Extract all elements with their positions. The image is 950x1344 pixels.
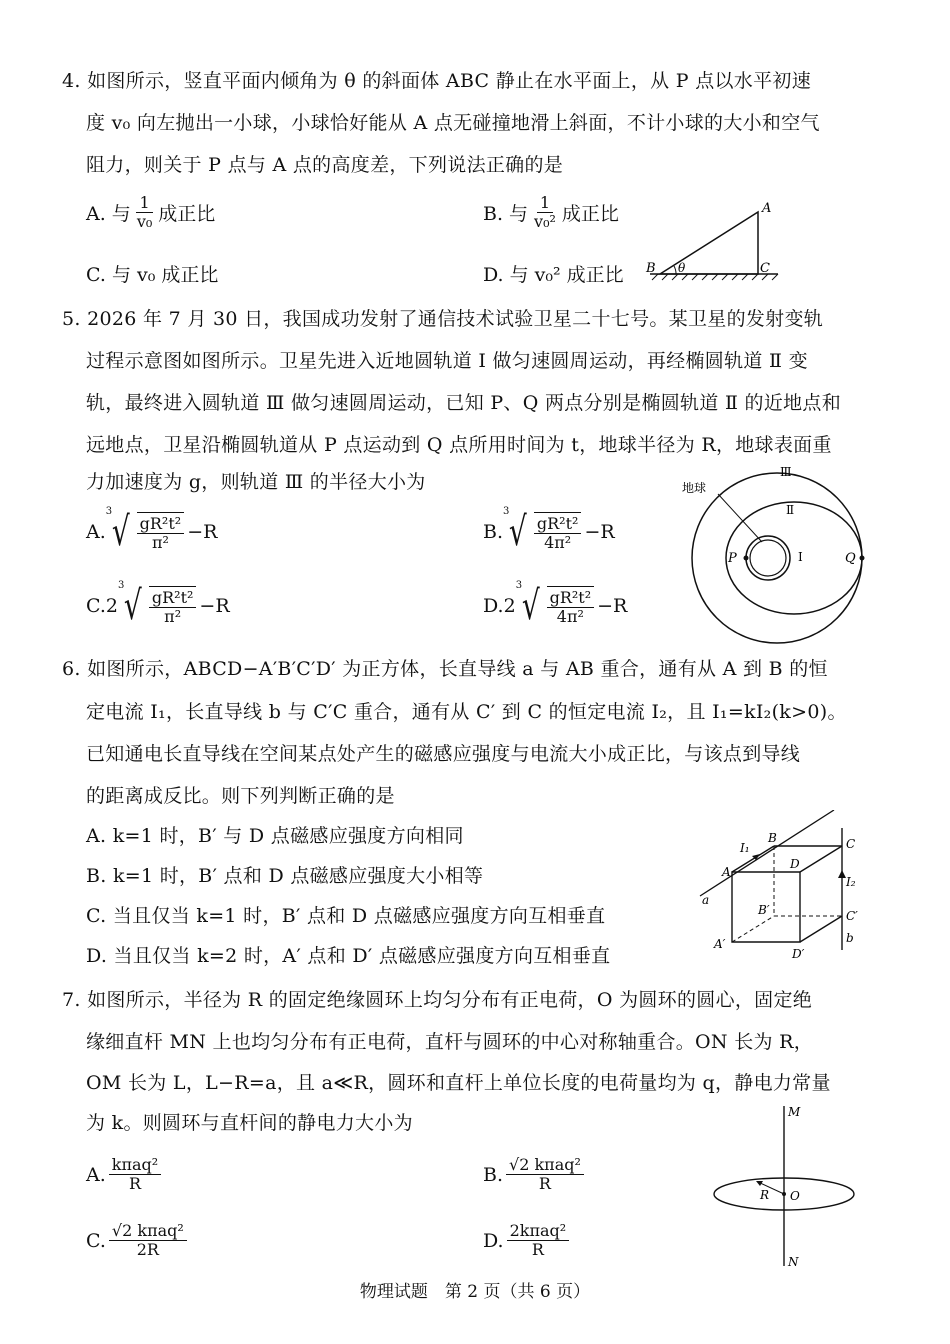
- q6-option-d: D. 当且仅当 k=2 时，A′ 点和 D′ 点磁感应强度方向互相垂直: [86, 945, 611, 967]
- q5-option-b-num: gR²t²: [534, 515, 582, 534]
- q5-option-b: [483, 506, 615, 556]
- q4-label-b: B: [646, 261, 656, 276]
- q5-option-c-root: [118, 580, 199, 630]
- q5-option-b-fraction: [534, 512, 582, 553]
- q7-option-c-den: 2R: [136, 1240, 159, 1260]
- q5-label-q: Q: [845, 551, 856, 566]
- q5-option-c: [86, 580, 230, 630]
- q5-option-b-root-index: 3: [503, 506, 510, 517]
- q4-option-a-num: 1: [136, 194, 152, 213]
- q6-cube-figure: [692, 810, 872, 970]
- q6-edge-a1b1-hidden: [732, 916, 774, 942]
- q4-incline-figure: [630, 198, 790, 288]
- q4-option-b-prefix: B. 与: [483, 203, 529, 226]
- q5-option-a-den: π²: [151, 533, 169, 553]
- q7-label-o: O: [790, 1189, 800, 1203]
- q6-line-3: 已知通电长直导线在空间某点处产生的磁感应强度与电流大小成正比，与该点到导线: [86, 743, 801, 765]
- q6-label-wire-a: a: [702, 893, 710, 907]
- q5-option-b-label: B.: [483, 521, 504, 544]
- q7-label-r: R: [760, 1188, 770, 1202]
- q5-option-d-coef: 2: [503, 595, 516, 618]
- q5-orbit-figure: [670, 458, 870, 658]
- q6-label-c: C: [846, 837, 856, 851]
- q5-option-c-fraction: [149, 586, 197, 627]
- q6-edge-ab: [732, 846, 774, 872]
- q5-option-c-label: C.: [86, 595, 106, 618]
- q4-option-d: D. 与 v₀² 成正比: [483, 264, 624, 286]
- q5-option-c-coef: 2: [105, 595, 118, 618]
- q5-point-p: [744, 556, 749, 561]
- q4-option-c: C. 与 v₀ 成正比: [86, 264, 219, 286]
- q5-earth: [750, 540, 786, 576]
- q7-option-b: [483, 1156, 587, 1194]
- q6-edge-d1c1: [800, 916, 842, 942]
- q7-option-d-num: 2kπaq²: [507, 1222, 570, 1241]
- q5-line-5: 力加速度为 g，则轨道 Ⅲ 的半径大小为: [86, 471, 426, 493]
- q6-label-b1: B′: [758, 903, 770, 917]
- q4-option-a-fraction: [134, 194, 155, 232]
- q4-line-1: 4. 如图所示，竖直平面内倾角为 θ 的斜面体 ABC 静止在水平面上，从 P 点以水平初速: [62, 70, 812, 92]
- q6-option-a: A. k=1 时，B′ 与 D 点磁感应强度方向相同: [86, 825, 464, 847]
- q4-option-b-den: v₀²: [534, 212, 556, 232]
- q7-option-c: [86, 1222, 190, 1260]
- q7-option-d: [483, 1222, 572, 1260]
- q5-option-d-root: [515, 580, 597, 630]
- q6-label-d1: D′: [792, 947, 805, 961]
- q4-option-b-num: 1: [537, 194, 553, 213]
- q5-option-b-root: [503, 506, 584, 556]
- q5-option-b-root-sign: √: [509, 509, 528, 556]
- q4-option-b-suffix: 成正比: [561, 203, 619, 226]
- q5-option-c-root-index: 3: [118, 580, 125, 591]
- q7-option-a-label: A.: [86, 1163, 106, 1186]
- q5-option-b-den: 4π²: [544, 533, 572, 553]
- q7-option-a-den: R: [128, 1174, 141, 1194]
- q5-option-d-tail: −R: [597, 595, 628, 618]
- q5-option-a: [86, 506, 218, 556]
- q5-label-earth: 地球: [682, 481, 707, 495]
- q5-orbit-3: [692, 473, 862, 643]
- q5-point-q: [860, 556, 865, 561]
- q6-line-4: 的距离成反比。则下列判断正确的是: [86, 785, 395, 807]
- q7-line-1: 7. 如图所示，半径为 R 的固定绝缘圆环上均匀分布有正电荷，O 为圆环的圆心，固定绝: [62, 989, 813, 1011]
- q6-label-wire-b: b: [846, 931, 854, 945]
- q5-line-3: 轨，最终进入圆轨道 Ⅲ 做匀速圆周运动，已知 P、Q 两点分别是椭圆轨道 Ⅱ 的近地点和: [86, 392, 842, 414]
- q6-option-b: B. k=1 时，B′ 点和 D 点磁感应强度大小相等: [86, 865, 484, 887]
- q5-orbit-1: [746, 536, 790, 580]
- q4-option-a-den: v₀: [136, 212, 153, 232]
- q5-option-c-root-sign: √: [124, 583, 143, 630]
- q5-option-a-root-index: 3: [105, 506, 113, 517]
- q5-line-2: 过程示意图如图所示。卫星先进入近地圆轨道 Ⅰ 做匀速圆周运动，再经椭圆轨道 Ⅱ 变: [86, 350, 808, 372]
- q7-label-m: M: [788, 1105, 801, 1119]
- q4-triangle-abc: [660, 212, 758, 274]
- q5-option-d-label: D.: [483, 595, 504, 618]
- q4-label-c: C: [760, 261, 770, 276]
- q5-label-orbit-1: Ⅰ: [798, 550, 803, 564]
- page-footer: 物理试题 第 2 页（共 6 页）: [359, 1282, 591, 1302]
- q5-option-a-root: [105, 506, 187, 556]
- q5-option-d-num: gR²t²: [547, 589, 595, 608]
- q7-label-n: N: [788, 1255, 799, 1269]
- q7-line-3: OM 长为 L，L−R=a，且 a≪R，圆环和直杆上单位长度的电荷量均为 q，静电力常量: [86, 1072, 831, 1094]
- q6-label-c1: C′: [846, 909, 858, 923]
- q5-earth-pointer: [718, 494, 762, 542]
- q4-angle-arc: [674, 266, 676, 274]
- q5-option-a-label: A.: [86, 521, 106, 544]
- q5-option-c-tail: −R: [199, 595, 230, 618]
- q7-option-c-num: √2 kπaq²: [109, 1222, 187, 1241]
- q5-label-orbit-2: Ⅱ: [786, 503, 795, 517]
- q7-option-d-label: D.: [483, 1229, 504, 1252]
- q7-option-c-fraction: [109, 1222, 187, 1260]
- q5-option-d: [483, 580, 628, 630]
- q6-label-d: D: [790, 857, 800, 871]
- q7-option-a-fraction: [109, 1156, 161, 1194]
- q6-option-c: C. 当且仅当 k=1 时，B′ 点和 D 点磁感应强度方向互相垂直: [86, 905, 606, 927]
- q6-current-arrow-i2: [838, 870, 846, 878]
- q7-option-a-num: kπaq²: [109, 1156, 161, 1175]
- q7-ring-figure: [708, 1100, 868, 1272]
- q5-option-d-root-sign: √: [521, 583, 540, 630]
- q6-label-i2: I₂: [846, 875, 856, 889]
- q7-option-a: [86, 1156, 164, 1194]
- q5-option-d-root-index: 3: [515, 580, 523, 591]
- q5-option-a-num: gR²t²: [137, 515, 185, 534]
- q4-option-a-suffix: 成正比: [158, 203, 216, 226]
- q6-wire-a: [700, 810, 834, 896]
- q7-line-2: 缘细直杆 MN 上也均匀分布有正电荷，直杆与圆环的中心对称轴重合。ON 长为 R，: [86, 1031, 814, 1053]
- q6-line-1: 6. 如图所示，ABCD−A′B′C′D′ 为正方体，长直导线 a 与 AB 重合，通有从 A 到 B 的恒: [62, 658, 828, 680]
- q7-line-4: 为 k。则圆环与直杆间的静电力大小为: [86, 1112, 413, 1134]
- q6-edge-dc: [800, 846, 842, 872]
- q6-label-a: A: [722, 865, 731, 879]
- q5-line-4: 远地点，卫星沿椭圆轨道从 P 点运动到 Q 点所用时间为 t，地球半径为 R，地球表面重: [86, 434, 832, 456]
- q5-option-a-tail: −R: [187, 521, 218, 544]
- q7-option-b-num: √2 kπaq²: [506, 1156, 584, 1175]
- q5-option-d-den: 4π²: [556, 607, 584, 627]
- q4-option-b: [483, 194, 619, 232]
- q5-option-c-den: π²: [164, 607, 182, 627]
- q6-label-a1: A′: [714, 937, 726, 951]
- q6-label-i1: I₁: [740, 841, 750, 855]
- q5-option-b-tail: −R: [584, 521, 615, 544]
- q7-option-d-fraction: [507, 1222, 570, 1260]
- q5-option-c-num: gR²t²: [149, 589, 197, 608]
- q5-option-a-fraction: [137, 512, 185, 553]
- q6-label-b: B: [768, 831, 777, 845]
- q4-label-theta: θ: [678, 261, 686, 275]
- q5-label-orbit-3: Ⅲ: [780, 465, 792, 479]
- q4-line-3: 阻力，则关于 P 点与 A 点的高度差，下列说法正确的是: [86, 154, 564, 176]
- q5-option-a-root-sign: √: [111, 509, 130, 556]
- q4-option-b-fraction: [531, 194, 559, 232]
- q7-center-o: [782, 1192, 786, 1196]
- q7-option-c-label: C.: [86, 1229, 106, 1252]
- q4-line-2: 度 v₀ 向左抛出一小球，小球恰好能从 A 点无碰撞地滑上斜面，不计小球的大小和空气: [86, 112, 820, 134]
- q6-line-2: 定电流 I₁，长直导线 b 与 C′C 重合，通有从 C′ 到 C 的恒定电流 I₂，且 I₁=kI₂(k>0)。: [86, 701, 847, 723]
- q7-option-b-fraction: [506, 1156, 584, 1194]
- q4-label-a: A: [762, 201, 772, 216]
- q7-option-d-den: R: [531, 1240, 544, 1260]
- q7-option-b-den: R: [538, 1174, 551, 1194]
- q7-option-b-label: B.: [483, 1163, 504, 1186]
- q5-option-d-fraction: [547, 586, 595, 627]
- q4-option-a-prefix: A. 与: [86, 203, 131, 226]
- q5-line-1: 5. 2026 年 7 月 30 日，我国成功发射了通信技术试验卫星二十七号。某卫星的发射变轨: [62, 308, 824, 330]
- q4-option-a: [86, 194, 215, 232]
- q5-label-p: P: [728, 551, 737, 566]
